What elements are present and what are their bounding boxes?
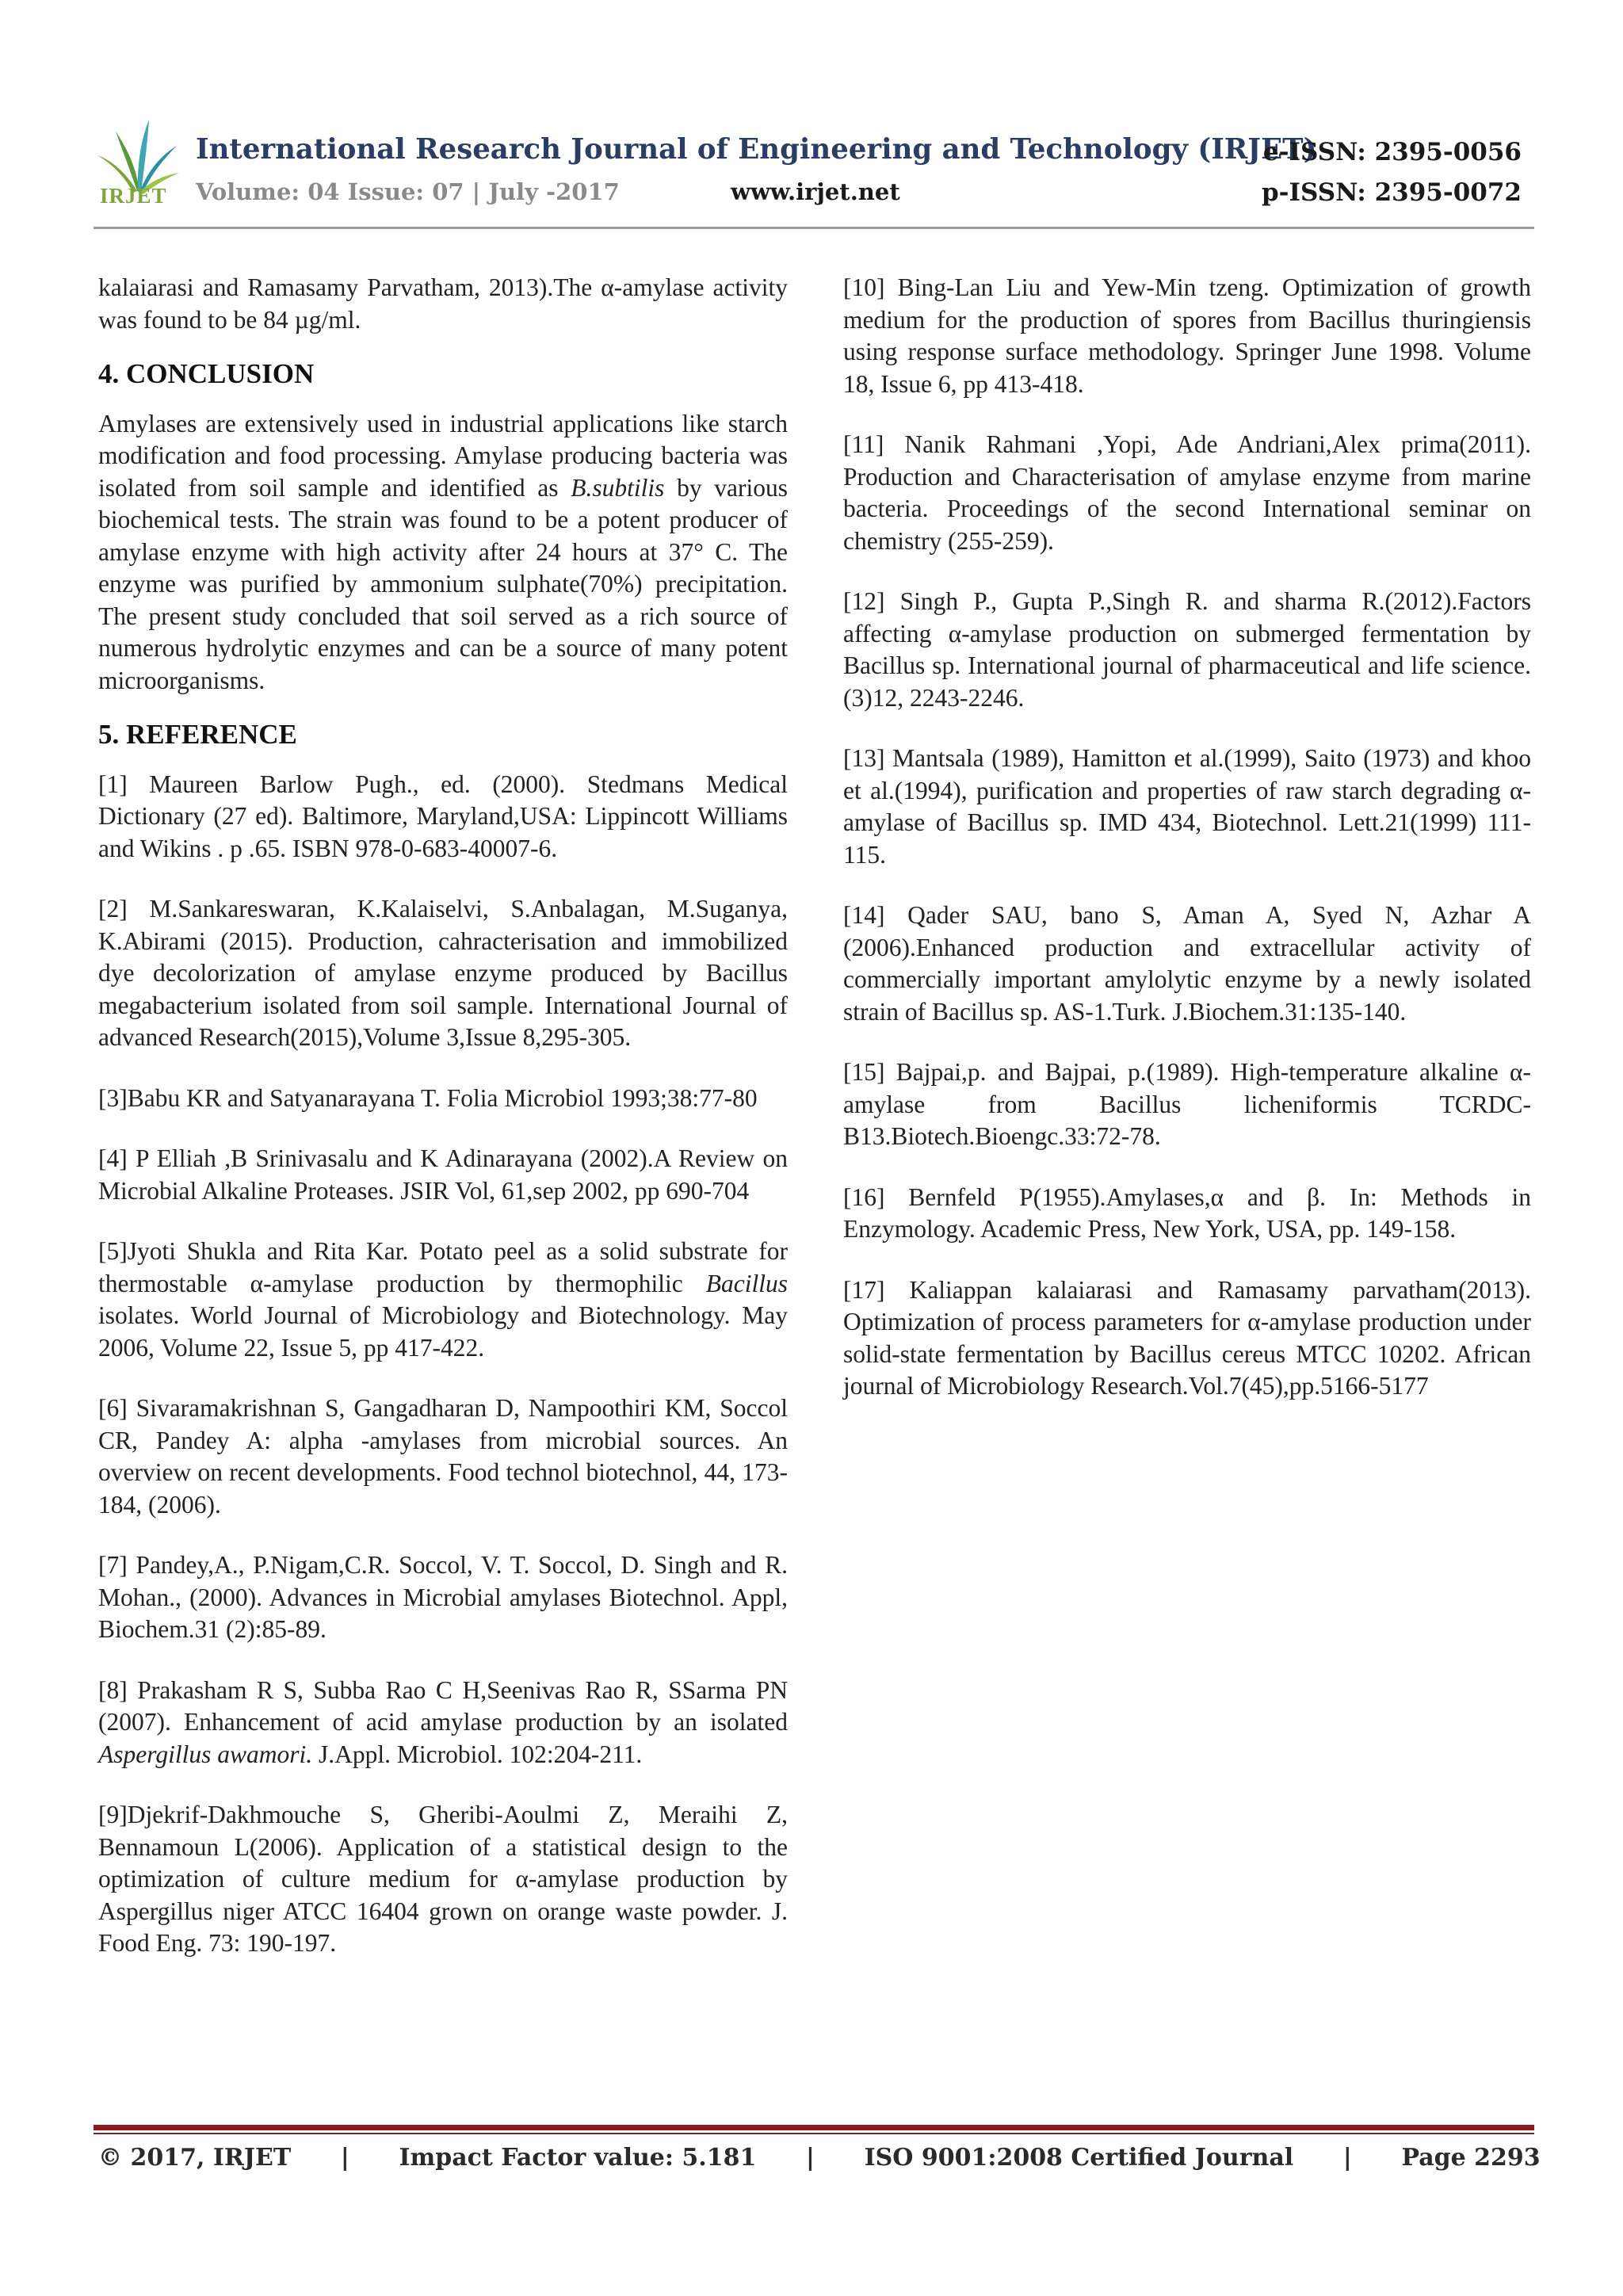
footer-divider-thick <box>94 2125 1534 2130</box>
ref5-italic-term: Bacillus <box>705 1269 788 1297</box>
footer-separator: | <box>806 2144 815 2172</box>
intro-paragraph: kalaiarasi and Ramasamy Parvatham, 2013).The α-amylase activity was found to be 84 µg/ml. <box>98 273 788 334</box>
journal-website-link[interactable]: www.irjet.net <box>731 178 900 205</box>
footer-divider-thin <box>94 2133 1534 2134</box>
ref8-text-2: J.Appl. Microbiol. 102:204-211. <box>312 1740 643 1768</box>
ref5-text-1: [5]Jyoti Shukla and Rita Kar. Potato peel as a solid substrate for thermostable α-amylase production by thermophilic <box>98 1237 788 1297</box>
reference-item: [17] Kaliappan kalaiarasi and Ramasamy parvatham(2013). Optimization of process parameters for α-amylase production under solid-state fermentation by Bacillus cereus MTCC 10202. African journal of Microbiology Research.Vol.7(45),pp.5166-5177 <box>843 1275 1531 1400</box>
reference-item <box>98 1675 788 1771</box>
reference-item: [7] Pandey,A., P.Nigam,C.R. Soccol, V. T. Soccol, D. Singh and R. Mohan., (2000). Advances in Microbial amylases Biotechnol. Appl, Biochem.31 (2):85-89. <box>98 1551 788 1643</box>
footer-separator: | <box>340 2144 349 2172</box>
conclusion-text-1: Amylases are extensively used in industrial applications like starch modification and food processing. Amylase producing bacteria was isolated from soil sample and identified as <box>98 409 788 502</box>
reference-item: [15] Bajpai,p. and Bajpai, p.(1989). High-temperature alkaline α-amylase from Bacillus licheniformis TCRDC-B13.Biotech.Bioengc.33:72-78. <box>843 1058 1531 1150</box>
reference-item: [12] Singh P., Gupta P.,Singh R. and sharma R.(2012).Factors affecting α-amylase production on submerged fermentation by Bacillus sp. International journal of pharmaceutical and life science. (3)12, 2243-2246. <box>843 587 1531 712</box>
ref5-text-2: isolates. World Journal of Microbiology and Biotechnology. May 2006, Volume 22, Issue 5, pp 417-422. <box>98 1301 788 1362</box>
footer-impact-factor: Impact Factor value: 5.181 <box>399 2144 757 2172</box>
journal-title: International Research Journal of Engineering and Technology (IRJET) <box>196 133 1317 166</box>
conclusion-italic-term: B.subtilis <box>571 473 665 502</box>
reference-item: [16] Bernfeld P(1955).Amylases,α and β. In: Methods in Enzymology. Academic Press, New York, USA, pp. 149-158. <box>843 1182 1531 1243</box>
conclusion-text-2: by various biochemical tests. The strain was found to be a potent producer of amylase enzyme with high activity after 24 hours at 37° C. The enzyme was purified by ammonium sulphate(70%) precipitation. The present study concluded that soil served as a rich source of numerous hydrolytic enzymes and can be a source of many potent microorganisms. <box>98 473 789 694</box>
footer-separator: | <box>1342 2144 1352 2172</box>
reference-item: [13] Mantsala (1989), Hamitton et al.(1999), Saito (1973) and khoo et al.(1994), purification and properties of raw starch degrading α-amylase of Bacillus sp. IMD 434, Biotechnol. Lett.21(1999) 111-115. <box>843 744 1531 869</box>
footer-iso: ISO 9001:2008 Certified Journal <box>864 2144 1294 2172</box>
ref8-italic-term: Aspergillus awamori. <box>98 1740 313 1768</box>
logo-text: IRJET <box>100 184 167 208</box>
conclusion-heading: 4. CONCLUSION <box>98 358 315 389</box>
header-divider <box>94 227 1534 229</box>
ref8-text-1: [8] Prakasham R S, Subba Rao C H,Seenivas Rao R, SSarma PN (2007). Enhancement of acid amylase production by an isolated <box>98 1675 788 1736</box>
reference-item: [3]Babu KR and Satyanarayana T. Folia Microbiol 1993;38:77-80 <box>98 1083 758 1112</box>
pissn: p-ISSN: 2395-0072 <box>1261 178 1522 207</box>
reference-item: [14] Qader SAU, bano S, Aman A, Syed N, Azhar A (2006).Enhanced production and extracellular activity of commercially important amylolytic enzyme by a newly isolated strain of Bacillus sp. AS-1.Turk. J.Biochem.31:135-140. <box>843 901 1531 1026</box>
reference-item: [4] P Elliah ,B Srinivasalu and K Adinarayana (2002).A Review on Microbial Alkaline Proteases. JSIR Vol, 61,sep 2002, pp 690-704 <box>98 1144 788 1205</box>
eissn: e-ISSN: 2395-0056 <box>1262 138 1522 166</box>
page-footer <box>98 2144 1541 2172</box>
reference-item: [9]Djekrif-Dakhmouche S, Gheribi-Aoulmi Z, Meraihi Z, Bennamoun L(2006). Application of a statistical design to the optimization of culture medium for α-amylase production by Aspergillus niger ATCC 16404 grown on orange waste powder. J. Food Eng. 73: 190-197. <box>98 1801 788 1957</box>
reference-heading: 5. REFERENCE <box>98 719 297 750</box>
footer-page-number: Page 2293 <box>1401 2144 1541 2172</box>
reference-item: [2] M.Sankareswaran, K.Kalaiselvi, S.Anbalagan, M.Suganya, K.Abirami (2015). Production, cahracterisation and immobilized dye decolorization of amylase enzyme produced by Bacillus megabacterium isolated from soil sample. International Journal of advanced Research(2015),Volume 3,Issue 8,295-305. <box>98 895 788 1051</box>
conclusion-paragraph <box>98 408 788 697</box>
reference-item: [11] Nanik Rahmani ,Yopi, Ade Andriani,Alex prima(2011). Production and Characterisation of amylase enzyme from marine bacteria. Proceedings of the second International seminar on chemistry (255-259). <box>843 430 1531 555</box>
right-column <box>843 272 1531 1431</box>
reference-item: [6] Sivaramakrishnan S, Gangadharan D, Nampoothiri KM, Soccol CR, Pandey A: alpha -amylases from microbial sources. An overview on recent developments. Food technol biotechnol, 44, 173-184, (2006). <box>98 1394 788 1519</box>
reference-item: [1] Maureen Barlow Pugh., ed. (2000). Stedmans Medical Dictionary (27 ed). Baltimore, Maryland,USA: Lippincott Williams and Wikins . p .65. ISBN 978-0-683-40007-6. <box>98 770 788 862</box>
reference-item <box>98 1236 788 1364</box>
reference-item: [10] Bing-Lan Liu and Yew-Min tzeng. Optimization of growth medium for the production of spores from Bacillus thuringiensis using response surface methodology. Springer June 1998. Volume 18, Issue 6, pp 413-418. <box>843 273 1531 398</box>
footer-copyright: © 2017, IRJET <box>98 2144 292 2172</box>
volume-issue: Volume: 04 Issue: 07 | July -2017 <box>196 178 620 205</box>
left-column <box>98 272 788 1988</box>
